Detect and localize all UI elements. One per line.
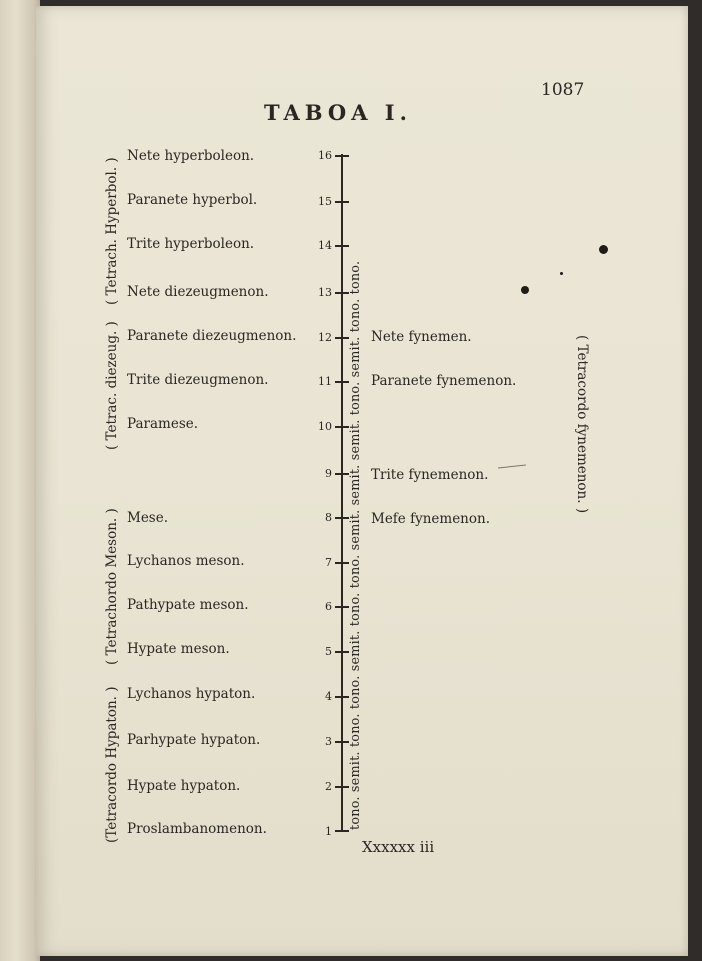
- note-name: Paranete diezeugmenon.: [127, 328, 297, 344]
- synemenon-note: Trite fynemenon.: [371, 467, 489, 483]
- scale-tick: [335, 473, 349, 475]
- scale-tick: [335, 786, 349, 788]
- tetrachord-diezeug-label: ( Tetrac. diezeug. ): [104, 321, 120, 450]
- scale-number: 13: [318, 286, 332, 299]
- interval-column: tono. semit. tono. tono. semit. tono. tono. semit. semit. semit. tono. semit. tono. tono.: [348, 260, 363, 830]
- scale-number: 5: [325, 645, 332, 658]
- scale-tick: [335, 562, 349, 564]
- page-number: 1087: [541, 80, 585, 100]
- scale-number: 7: [325, 556, 332, 569]
- scale-axis-line: [341, 154, 343, 830]
- scale-number: 15: [318, 195, 332, 208]
- scale-number: 9: [325, 467, 332, 480]
- scale-tick: [335, 292, 349, 294]
- scale-tick: [335, 517, 349, 519]
- scale-tick: [335, 245, 349, 247]
- scale-number: 6: [325, 600, 332, 613]
- scale-tick: [335, 696, 349, 698]
- scale-number: 1: [325, 825, 332, 838]
- scale-tick: [335, 201, 349, 203]
- tetrachord-hypaton-label: (Tetracordo Hypaton. ): [104, 686, 120, 843]
- synemenon-note: Nete fynemen.: [371, 329, 472, 345]
- tetrachord-synemenon-label: ( Tetracordo fynemenon. ): [574, 335, 590, 514]
- synemenon-note: Mefe fynemenon.: [371, 511, 490, 527]
- note-name: Trite hyperboleon.: [127, 236, 255, 252]
- page-title: TABOA I.: [264, 100, 412, 125]
- scale-number: 8: [325, 511, 332, 524]
- ink-spot: [560, 272, 563, 275]
- scale-tick: [335, 426, 349, 428]
- ink-spot: [521, 286, 529, 294]
- ink-spot: [599, 245, 608, 254]
- note-name: Paranete hyperbol.: [127, 192, 258, 208]
- scale-number: 10: [318, 420, 332, 433]
- note-name: Lychanos hypaton.: [127, 686, 256, 702]
- scale-number: 16: [318, 149, 332, 162]
- note-name: Nete hyperboleon.: [127, 148, 255, 164]
- scale-number: 11: [318, 375, 332, 388]
- note-name: Parhypate hypaton.: [127, 732, 261, 748]
- note-name: Lychanos meson.: [127, 553, 245, 569]
- scale-number: 4: [325, 690, 332, 703]
- note-name: Nete diezeugmenon.: [127, 284, 269, 300]
- note-name: Hypate hypaton.: [127, 778, 241, 794]
- scale-tick: [335, 830, 349, 832]
- scale-tick: [335, 741, 349, 743]
- scale-number: 2: [325, 780, 332, 793]
- scale-number: 12: [318, 331, 332, 344]
- note-name: Trite diezeugmenon.: [127, 372, 269, 388]
- tetrachord-meson-label: ( Tetrachordo Meson. ): [104, 508, 120, 665]
- left-page-edge: [0, 0, 40, 961]
- tetrachord-hyperbol-label: ( Tetrach. Hyperbol. ): [104, 157, 120, 305]
- note-name: Proslambanomenon.: [127, 821, 267, 837]
- scale-tick: [335, 337, 349, 339]
- scale-tick: [335, 606, 349, 608]
- scale-tick: [335, 381, 349, 383]
- note-name: Mese.: [127, 510, 169, 526]
- scale-tick: [335, 651, 349, 653]
- note-name: Hypate meson.: [127, 641, 230, 657]
- scale-number: 14: [318, 239, 332, 252]
- scale-tick: [335, 155, 349, 157]
- note-name: Paramese.: [127, 416, 199, 432]
- signature-mark: Xxxxxx iii: [362, 838, 435, 856]
- note-name: Pathypate meson.: [127, 597, 249, 613]
- scale-number: 3: [325, 735, 332, 748]
- synemenon-note: Paranete fynemenon.: [371, 373, 517, 389]
